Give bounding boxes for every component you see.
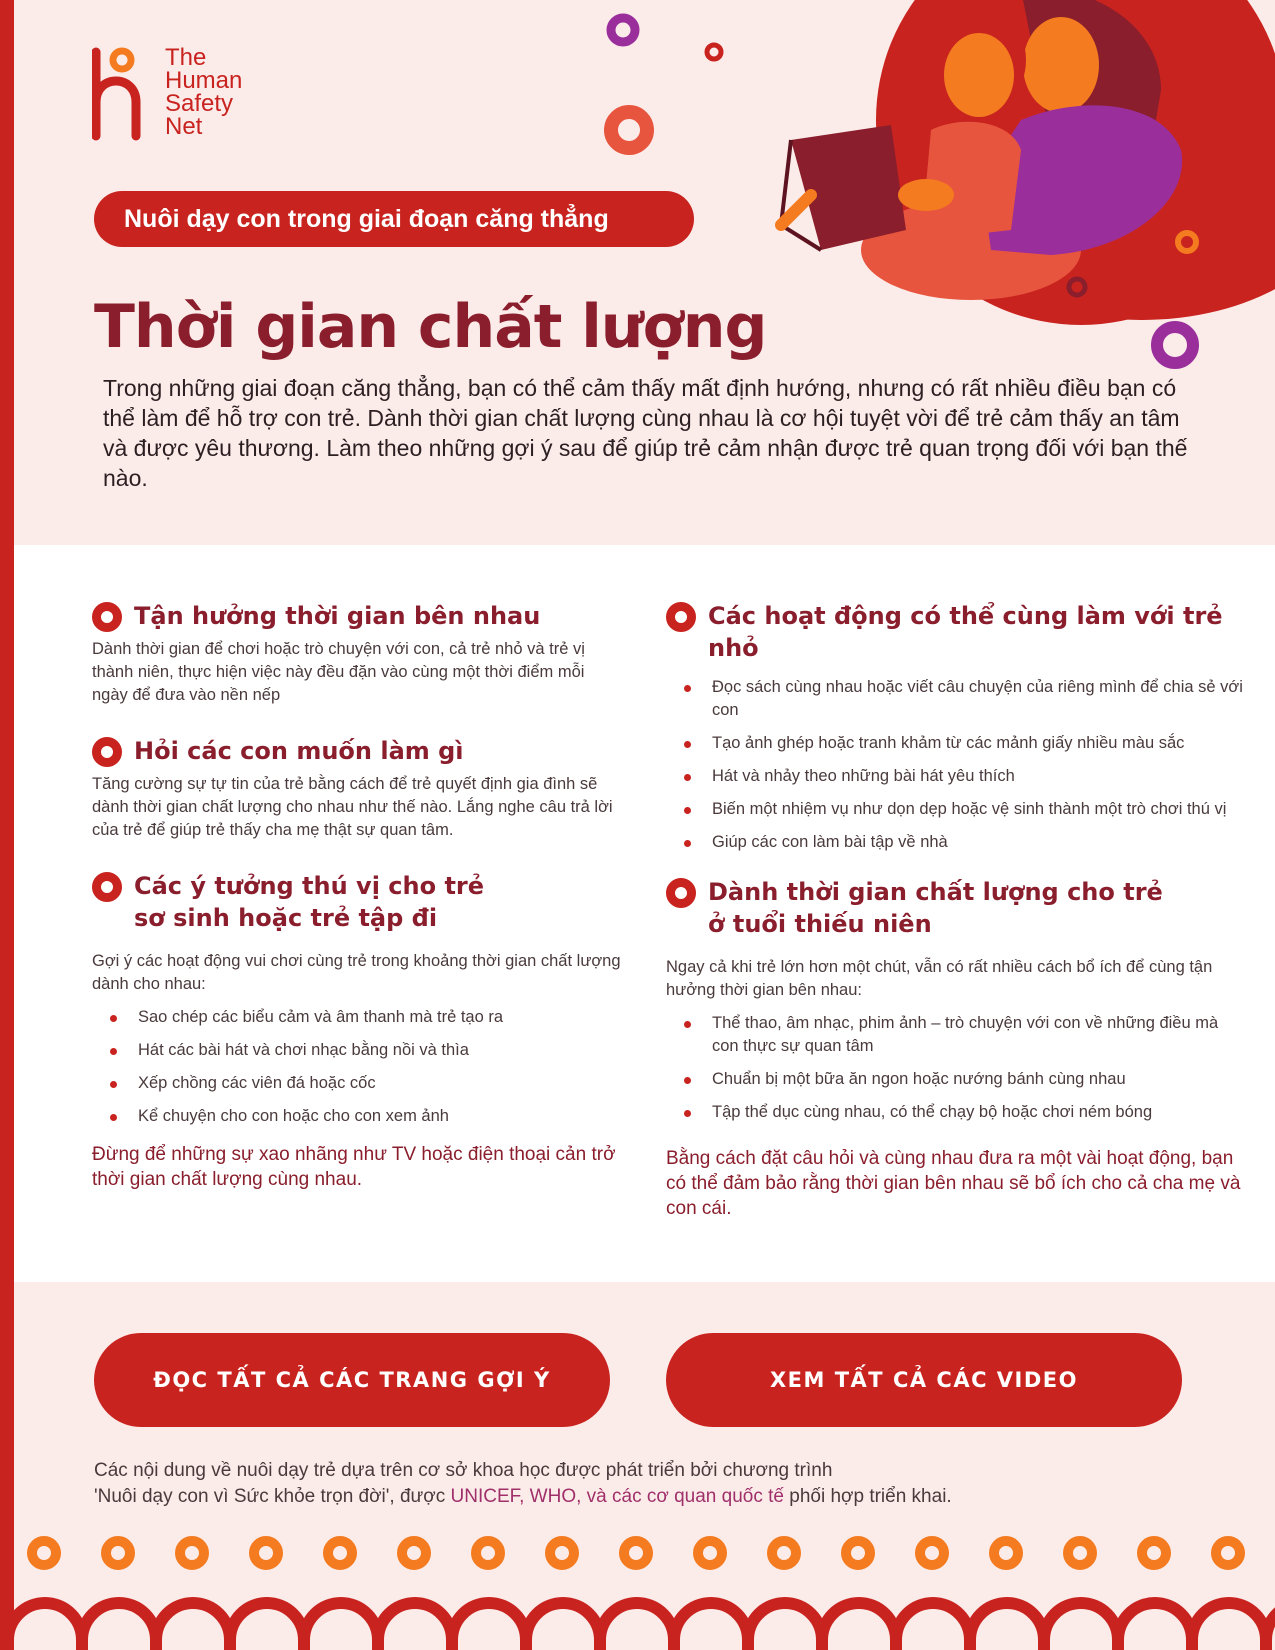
footer-dot [846,1541,870,1565]
section-heading-text: ở tuổi thiếu niên [708,910,932,938]
ring-bullet-icon [666,602,696,632]
footer-arch [970,1603,1044,1650]
footer-dot [476,1541,500,1565]
section-heading [92,735,622,767]
tip-note: Bằng cách đặt câu hỏi và cùng nhau đưa ra một vài hoạt động, bạn có thể đảm bảo rằng thời gian bên nhau sẽ bổ ích cho cả cha mẹ và con cái. [666,1148,1241,1219]
section-body: Dành thời gian để chơi hoặc trò chuyện với con, cả trẻ nhỏ và trẻ vị thành niên, thực hiện việc này đều đặn vào cùng một thời điểm mỗi ngày để đưa vào nền nếp [92,640,585,704]
footer-dot [180,1541,204,1565]
list-item: Đọc sách cùng nhau hoặc viết câu chuyện của riêng mình để chia sẻ với con [666,676,1246,722]
right-column [666,600,1246,1221]
list-item: Giúp các con làm bài tập về nhà [666,831,1246,854]
footer-dot [772,1541,796,1565]
credit-text [94,1458,1094,1510]
section-heading-text: Các ý tưởng thú vị cho trẻ [134,872,485,900]
left-column [92,600,622,1192]
partners-link[interactable]: UNICEF, WHO, và các cơ quan quốc tế [450,1486,784,1507]
tip-note: Đừng để những sự xao nhãng như TV hoặc điện thoại cản trở thời gian chất lượng cùng nhau. [92,1144,616,1190]
deco-circle-purple [611,18,635,42]
footer-arch [82,1603,156,1650]
read-all-tips-button[interactable]: ĐỌC TẤT CẢ CÁC TRANG GỢI Ý [94,1333,610,1427]
footer-dot [994,1541,1018,1565]
footer-arch [896,1603,970,1650]
section-heading-text: Các hoạt động có thể cùng làm với trẻ nhỏ [708,602,1223,662]
book-icon [791,125,906,250]
parent-face [1023,17,1099,113]
ring-bullet-icon [666,878,696,908]
footer-arch [156,1603,230,1650]
footer-dot [1216,1541,1240,1565]
section-heading [666,600,1246,664]
footer-dot [1068,1541,1092,1565]
section-heading [666,876,1246,940]
logo-line: Net [165,113,203,140]
footer-arch [822,1603,896,1650]
footer-dot [550,1541,574,1565]
list-item: Chuẩn bị một bữa ăn ngon hoặc nướng bánh cùng nhau [666,1068,1246,1091]
topic-pill: Nuôi dạy con trong giai đoạn căng thẳng [94,191,694,247]
section-heading-text: Tận hưởng thời gian bên nhau [134,602,541,630]
footer-arch [230,1603,304,1650]
footer-dot [254,1541,278,1565]
watch-all-videos-button[interactable]: XEM TẤT CẢ CÁC VIDEO [666,1333,1182,1427]
ring-bullet-icon [92,737,122,767]
footer-dot [624,1541,648,1565]
footer-dot [328,1541,352,1565]
footer-arch [600,1603,674,1650]
left-accent-bar [0,0,14,1650]
logo-line: Safety [165,90,234,117]
footer-arch [526,1603,600,1650]
footer-arch [674,1603,748,1650]
logo-line: Human [165,67,243,94]
section-body: Tăng cường sự tự tin của trẻ bằng cách để trẻ quyết định gia đình sẽ dành thời gian chất lượng cho nhau như thế nào. Lắng nghe câu trả lời của trẻ để giúp trẻ thấy cha mẹ thật sự quan tâm. [92,775,613,839]
bullet-list [92,1006,622,1128]
list-item: Sao chép các biểu cảm và âm thanh mà trẻ tạo ra [92,1006,622,1029]
footer-dot [920,1541,944,1565]
section-heading-text: Hỏi các con muốn làm gì [134,737,464,765]
footer-dot [1142,1541,1166,1565]
section-body: Ngay cả khi trẻ lớn hơn một chút, vẫn có rất nhiều cách bổ ích để cùng tận hưởng thời gian bên nhau: [666,958,1213,999]
section-heading [92,600,622,632]
footer-arch [452,1603,526,1650]
section-body: Gợi ý các hoạt động vui chơi cùng trẻ trong khoảng thời gian chất lượng dành cho nhau: [92,952,621,993]
footer-dot [106,1541,130,1565]
footer-pattern [0,1530,1275,1650]
ring-bullet-icon [92,602,122,632]
intro-paragraph: Trong những giai đoạn căng thẳng, bạn có thể cảm thấy mất định hướng, nhưng có rất nhiều điều bạn có thể làm để hỗ trợ con trẻ. Dành thời gian chất lượng cùng nhau là cơ hội tuyệt vời để trẻ cảm thấy an tâm và được yêu thương. Làm theo những gợi ý sau để giúp trẻ cảm nhận được trẻ quan trọng đối với bạn thế nào. [103,375,1188,491]
footer-arch [8,1603,82,1650]
list-item: Xếp chồng các viên đá hoặc cốc [92,1072,622,1095]
list-item: Kể chuyện cho con hoặc cho con xem ảnh [92,1105,622,1128]
credit-line: Các nội dung về nuôi dạy trẻ dựa trên cơ sở khoa học được phát triển bởi chương trình [94,1460,833,1481]
section-heading [92,870,622,934]
list-item: Tập thể dục cùng nhau, có thể chạy bộ hoặc chơi ném bóng [666,1101,1246,1124]
bullet-list [666,1012,1246,1124]
list-item: Thể thao, âm nhạc, phim ảnh – trò chuyện với con về những điều mà con thực sự quan tâm [666,1012,1246,1058]
ring-bullet-icon [92,872,122,902]
credit-line: phối hợp triển khai. [783,1486,952,1507]
footer-arch [304,1603,378,1650]
footer-arch [1118,1603,1192,1650]
list-item: Hát và nhảy theo những bài hát yêu thích [666,765,1246,788]
logo-line: The [165,44,207,71]
child-face [944,33,1014,117]
footer-arch [1266,1603,1275,1650]
list-item: Biến một nhiệm vụ như dọn dẹp hoặc vệ sinh thành một trò chơi thú vị [666,798,1246,821]
footer-arch [1192,1603,1266,1650]
page-title: Thời gian chất lượng [94,292,767,362]
section-heading-text: Dành thời gian chất lượng cho trẻ [708,878,1163,906]
list-item: Hát các bài hát và chơi nhạc bằng nồi và thìa [92,1039,622,1062]
footer-dot [32,1541,56,1565]
list-item: Tạo ảnh ghép hoặc tranh khảm từ các mảnh giấy nhiều màu sắc [666,732,1246,755]
bullet-list [666,676,1246,854]
credit-line: 'Nuôi dạy con vì Sức khỏe trọn đời', được [94,1486,451,1507]
footer-dot [698,1541,722,1565]
footer-arch [1044,1603,1118,1650]
footer-dot [402,1541,426,1565]
footer-arch [378,1603,452,1650]
section-heading-text: sơ sinh hoặc trẻ tập đi [134,904,438,932]
footer-arch [748,1603,822,1650]
logo-wordmark [165,46,242,138]
